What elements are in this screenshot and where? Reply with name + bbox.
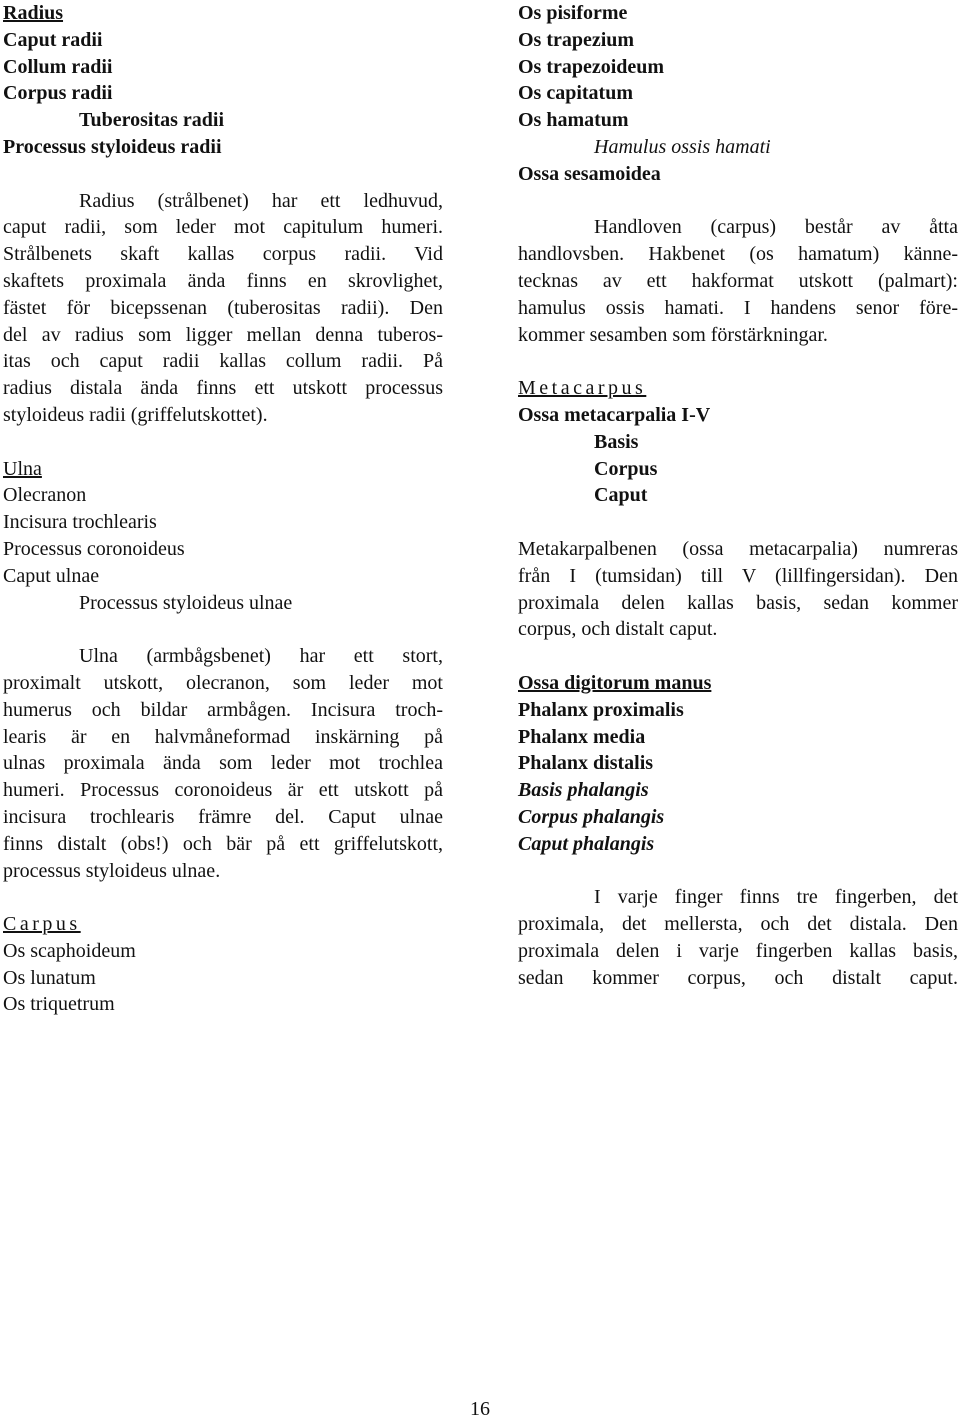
term-corpus: Corpus (594, 457, 658, 480)
paragraph-line: kommer sesamben som förstärkningar. (518, 323, 828, 346)
right-column (518, 0, 958, 991)
term-os-lunatum: Os lunatum (3, 966, 96, 989)
term-ossa-sesamoidea: Ossa sesamoidea (518, 162, 661, 185)
paragraph-line: handlovsben. Hakbenet (os hamatum) känne- (518, 243, 958, 266)
paragraph-line: sedan kommer corpus, och distalt caput. (518, 966, 958, 989)
term-os-capitatum: Os capitatum (518, 82, 633, 105)
term-basis: Basis (594, 430, 639, 453)
paragraph-line: Radius (strålbenet) har ett ledhuvud, (79, 189, 443, 212)
paragraph-line: humerus och bildar armbågen. Incisura troch- (3, 698, 443, 721)
paragraph-line: proximala delen kallas basis, sedan kommer (518, 591, 958, 614)
term-caput: Caput (594, 484, 648, 507)
paragraph-line: itas och caput radii kallas collum radii. På (3, 350, 443, 373)
term-os-scaphoideum: Os scaphoideum (3, 939, 136, 962)
paragraph-line: del av radius som ligger mellan denna tuberos- (3, 323, 443, 346)
paragraph-line: incisura trochlearis främre del. Caput ulnae (3, 805, 443, 828)
paragraph-line: radius distala ända finns ett utskott processus (3, 377, 443, 400)
term-os-triquetrum: Os triquetrum (3, 993, 115, 1016)
term-corpus-phalangis: Corpus phalangis (518, 805, 665, 828)
term-caput-radii: Caput radii (3, 28, 103, 51)
paragraph-line: Ulna (armbågsbenet) har ett stort, (79, 645, 443, 668)
paragraph-line: caput radii, som leder mot capitulum humeri. (3, 216, 443, 239)
term-os-pisiforme: Os pisiforme (518, 2, 628, 24)
term-basis-phalangis: Basis phalangis (518, 779, 649, 802)
paragraph-line: proximala delen i varje fingerben kallas basis, (518, 939, 958, 962)
metacarpus-paragraph (518, 536, 958, 643)
paragraph-line: hamulus ossis hamati. I handens senor före- (518, 296, 958, 319)
paragraph-line: corpus, och distalt caput. (518, 618, 718, 641)
term-os-trapezium: Os trapezium (518, 28, 635, 51)
term-incisura-trochlearis: Incisura trochlearis (3, 511, 157, 534)
term-os-trapezoideum: Os trapezoideum (518, 55, 665, 78)
term-corpus-radii: Corpus radii (3, 82, 113, 105)
heading-metacarpus: Metacarpus (518, 377, 647, 400)
page-number: 16 (470, 1398, 490, 1420)
heading-radius: Radius (3, 2, 64, 24)
paragraph-line: Metakarpalbenen (ossa metacarpalia) numreras (518, 537, 958, 560)
heading-carpus: Carpus (3, 913, 81, 936)
term-tuberositas-radii: Tuberositas radii (79, 109, 225, 132)
carpus-paragraph (518, 214, 958, 348)
term-phalanx-distalis: Phalanx distalis (518, 752, 654, 775)
term-phalanx-media: Phalanx media (518, 725, 646, 748)
term-processus-coronoideus: Processus coronoideus (3, 537, 185, 560)
digitorum-paragraph (518, 884, 958, 991)
term-ossa-metacarpalia: Ossa metacarpalia I-V (518, 403, 711, 426)
term-collum-radii: Collum radii (3, 55, 113, 78)
paragraph-line: proximalt utskott, olecranon, som leder mot (3, 671, 443, 694)
term-olecranon: Olecranon (3, 484, 87, 507)
term-phalanx-proximalis: Phalanx proximalis (518, 698, 684, 721)
term-processus-styloideus-ulnae: Processus styloideus ulnae (79, 591, 293, 614)
term-caput-phalangis: Caput phalangis (518, 832, 655, 855)
term-processus-styloideus-radii: Processus styloideus radii (3, 135, 222, 158)
paragraph-line: ulnas proximala ända som leder mot trochlea (3, 752, 443, 775)
paragraph-line: humeri. Processus coronoideus är ett utskott på (3, 779, 443, 802)
paragraph-line: tecknas av ett hakformat utskott (palmart): (518, 269, 958, 292)
paragraph-line: Strålbenets skaft kallas corpus radii. Vid (3, 243, 443, 266)
left-column (3, 0, 443, 1018)
paragraph-line: Handloven (carpus) består av åtta (594, 216, 958, 239)
paragraph-line: fästet för bicepssenan (tuberositas radii). Den (3, 296, 443, 319)
term-caput-ulnae: Caput ulnae (3, 564, 100, 587)
radius-paragraph (3, 188, 443, 429)
paragraph-line: proximala, det mellersta, och det distala. Den (518, 913, 958, 936)
heading-ossa-digitorum: Ossa digitorum manus (518, 671, 712, 694)
paragraph-line: från I (tumsidan) till V (lillfingersidan). Den (518, 564, 958, 587)
paragraph-line: I varje finger finns tre fingerben, det (594, 886, 958, 909)
paragraph-line: finns distalt (obs!) och bär på ett griffelutskott, (3, 832, 443, 855)
term-os-hamatum: Os hamatum (518, 109, 629, 132)
paragraph-line: processus styloideus ulnae. (3, 859, 221, 882)
heading-ulna: Ulna (3, 457, 42, 480)
paragraph-line: learis är en halvmåneformad inskärning på (3, 725, 443, 748)
paragraph-line: skaftets proximala ända finns en skrovlighet, (3, 269, 443, 292)
term-hamulus-ossis-hamati: Hamulus ossis hamati (594, 135, 771, 158)
paragraph-line: styloideus radii (griffelutskottet). (3, 403, 268, 426)
ulna-paragraph (3, 643, 443, 884)
